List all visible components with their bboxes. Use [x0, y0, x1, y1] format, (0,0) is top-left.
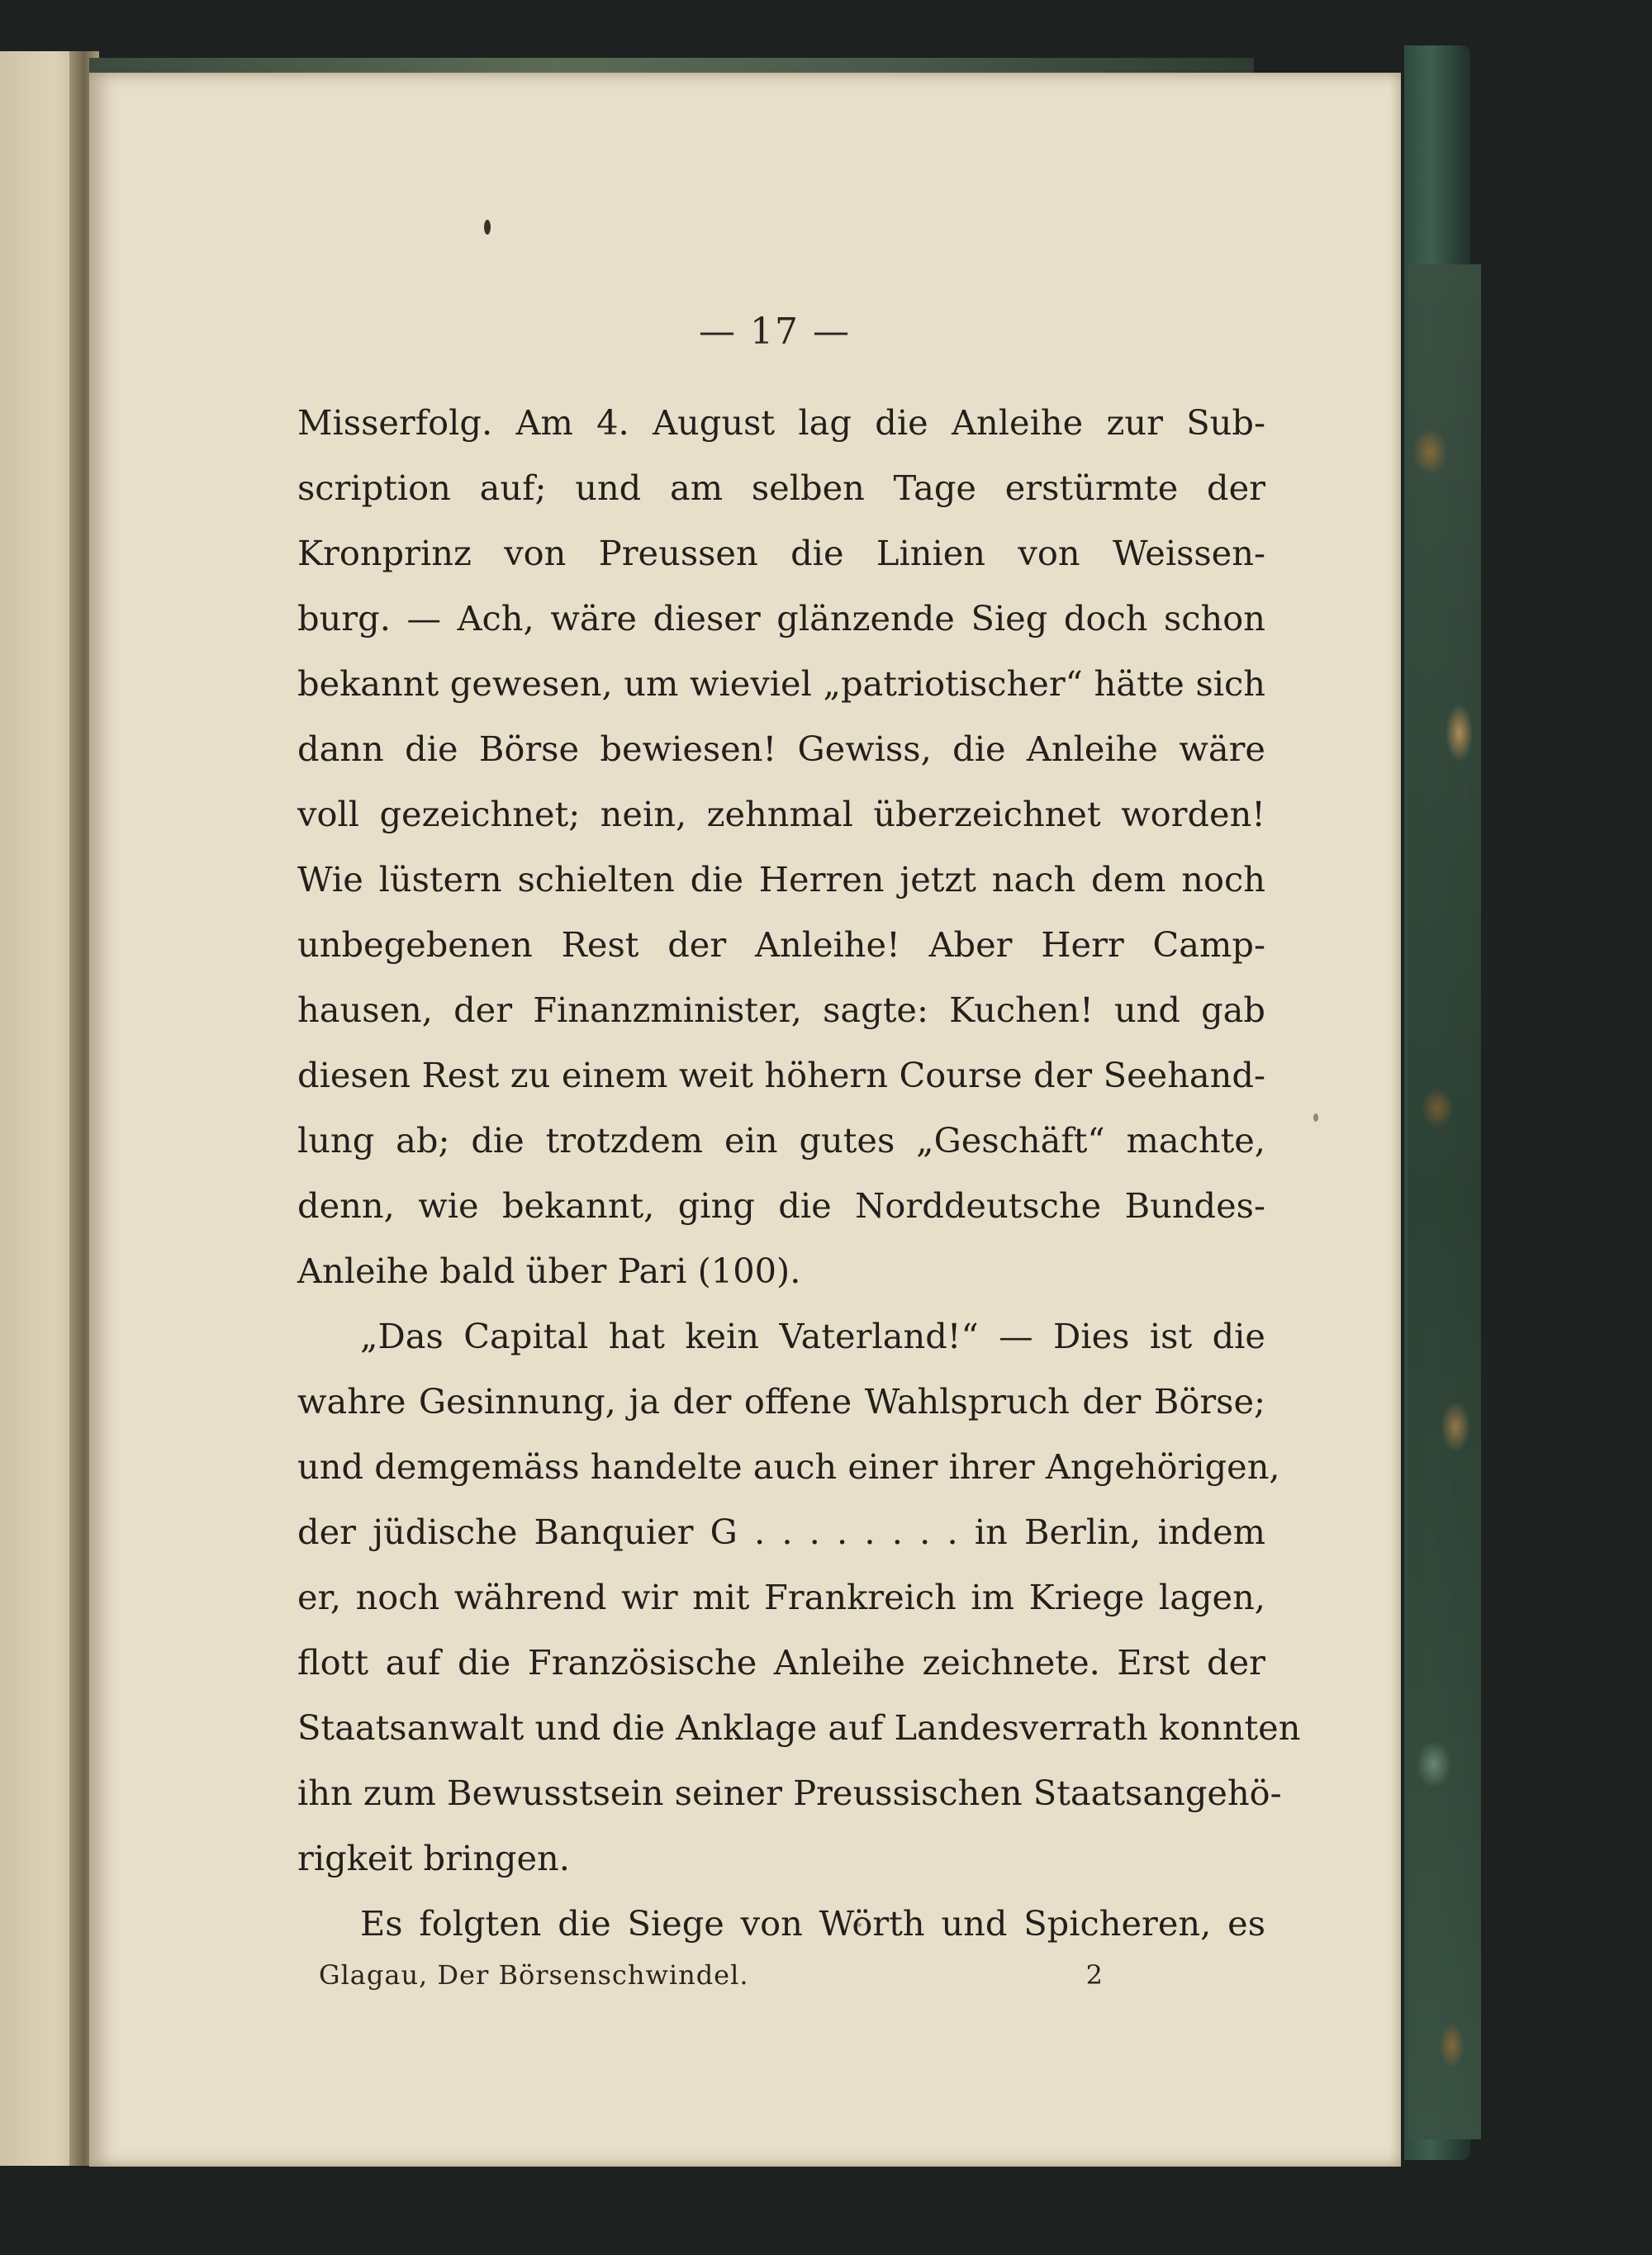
- text-line: er, noch während wir mit Frankreich im Kriege lagen,: [297, 1577, 1265, 1617]
- page-footer: [319, 1959, 1104, 1991]
- text-line: voll gezeichnet; nein, zehnmal überzeichnet worden!: [297, 794, 1265, 834]
- ink-speck: [484, 220, 491, 235]
- text-line: Es folgten die Siege von Wörth und Spicheren, es: [360, 1903, 1265, 1944]
- text-line: dann die Börse bewiesen! Gewiss, die Anleihe wäre: [297, 729, 1265, 769]
- text-line: Anleihe bald über Pari (100).: [297, 1251, 801, 1291]
- ink-speck: [1313, 1113, 1318, 1122]
- text-line: Kronprinz von Preussen die Linien von Weissen-: [297, 533, 1265, 573]
- text-line: Misserfolg. Am 4. August lag die Anleihe zur Sub-: [297, 402, 1265, 443]
- text-line: diesen Rest zu einem weit höhern Course der Seehand-: [297, 1055, 1265, 1095]
- text-line: flott auf die Französische Anleihe zeichnete. Erst der: [297, 1642, 1265, 1683]
- signature-mark: 2: [1085, 1959, 1104, 1991]
- text-line: rigkeit bringen.: [297, 1838, 570, 1878]
- body-text: [297, 390, 1301, 1956]
- text-line: „Das Capital hat kein Vaterland!“ — Dies ist die: [360, 1316, 1265, 1356]
- text-line: und demgemäss handelte auch einer ihrer Angehörigen,: [297, 1446, 1280, 1487]
- text-line: der jüdische Banquier G . . . . . . . . in Berlin, indem: [297, 1512, 1265, 1552]
- text-line: burg. — Ach, wäre dieser glänzende Sieg doch schon: [297, 598, 1265, 639]
- page: [89, 73, 1401, 2167]
- page-number: — 17 —: [699, 311, 851, 353]
- text-line: hausen, der Finanzminister, sagte: Kuchen! und gab: [297, 990, 1265, 1030]
- text-line: ihn zum Bewusstsein seiner Preussischen Staatsangehö-: [297, 1773, 1282, 1813]
- text-line: wahre Gesinnung, ja der offene Wahlspruch der Börse;: [297, 1381, 1265, 1422]
- text-line: denn, wie bekannt, ging die Norddeutsche Bundes-: [297, 1185, 1265, 1226]
- footer-signature: Glagau, Der Börsenschwindel.: [319, 1959, 749, 1991]
- text-line: Wie lüstern schielten die Herren jetzt nach dem noch: [297, 859, 1265, 900]
- marbled-edge: [1408, 264, 1481, 2139]
- text-line: Staatsanwalt und die Anklage auf Landesverrath konnten: [297, 1707, 1301, 1748]
- text-line: lung ab; die trotzdem ein gutes „Geschäft“ machte,: [297, 1120, 1265, 1161]
- text-line: bekannt gewesen, um wieviel „patriotischer“ hätte sich: [297, 663, 1265, 704]
- text-line: unbegebenen Rest der Anleihe! Aber Herr Camp-: [297, 924, 1265, 965]
- text-line: scription auf; und am selben Tage erstürmte der: [297, 468, 1265, 508]
